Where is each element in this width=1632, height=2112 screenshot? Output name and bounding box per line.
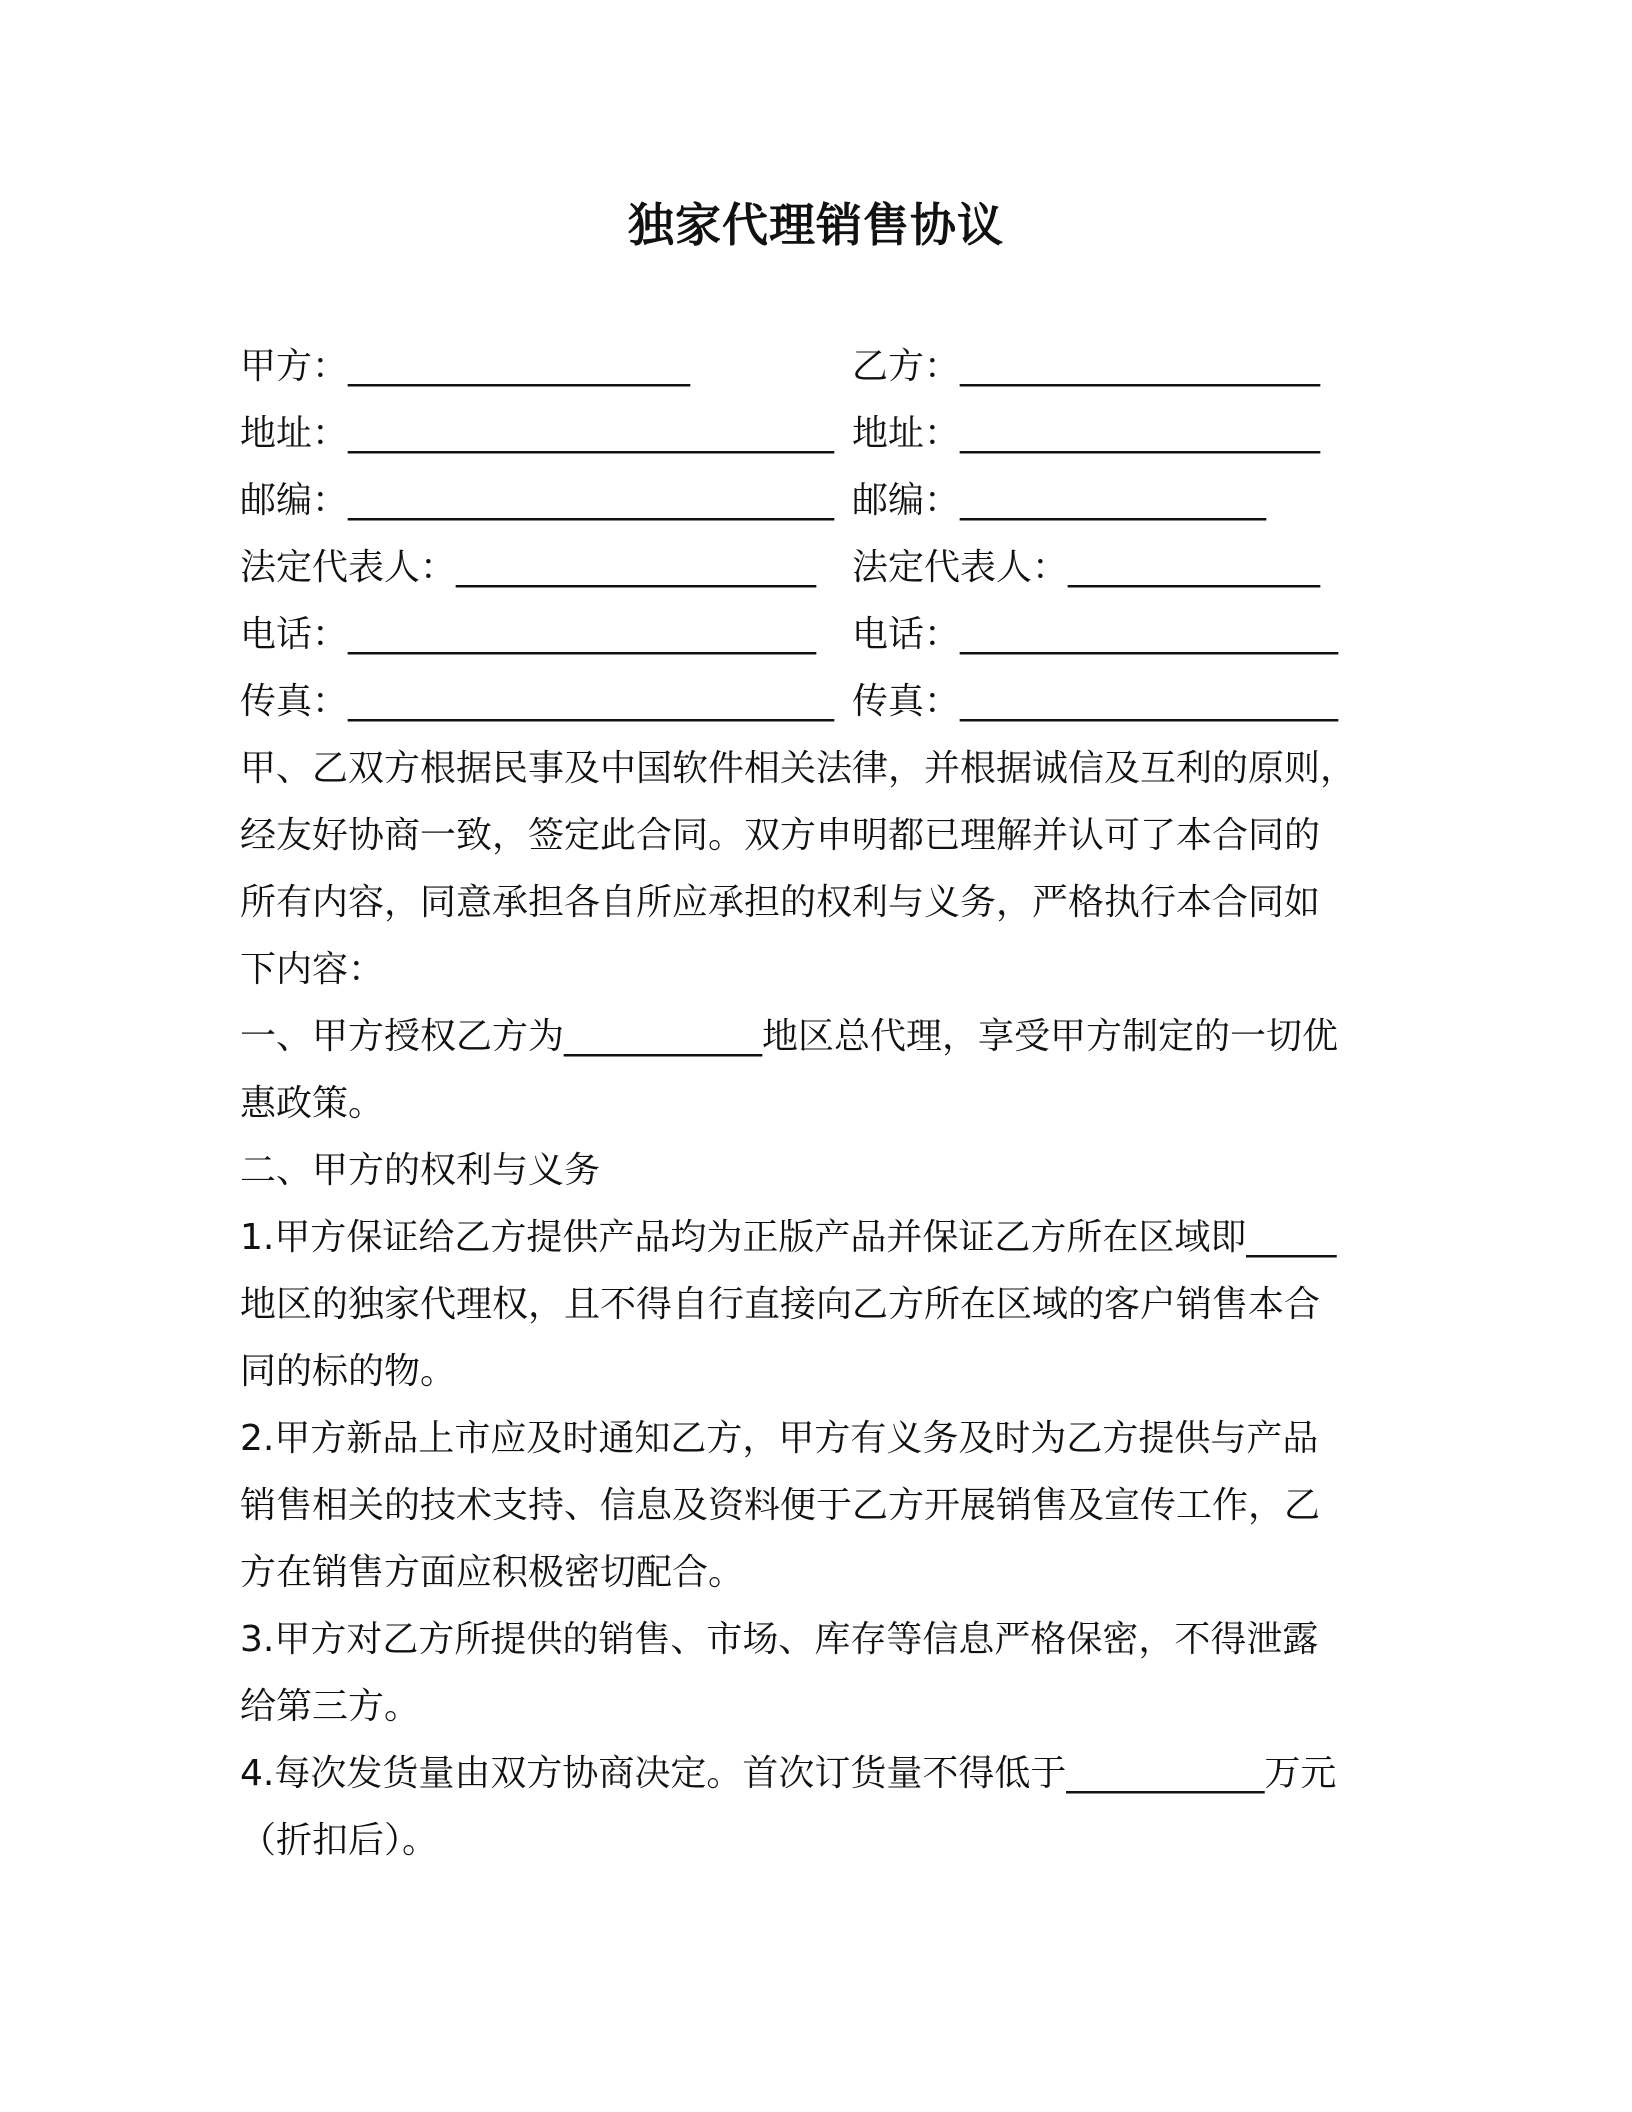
clause-2-1-line: 地区的独家代理权，且不得自行直接向乙方所在区域的客户销售本合	[240, 1284, 1321, 1325]
body-line: 所有内容，同意承担各自所应承担的权利与义务，严格执行本合同如	[240, 882, 1321, 923]
party-a-fax-field: 传真：___________________________	[240, 681, 835, 722]
clause-2-4-line: 4.每次发货量由双方协商决定。首次订货量不得低于___________万元	[240, 1753, 1337, 1794]
party-b-phone-field: 电话：_____________________	[852, 614, 1339, 655]
party-a-legal-rep-field: 法定代表人：____________________	[240, 547, 817, 588]
clause-2-1-line: 1.甲方保证给乙方提供产品均为正版产品并保证乙方所在区域即_____	[240, 1217, 1337, 1258]
party-a-name-field: 甲方：___________________	[240, 346, 691, 387]
party-a-phone-field: 电话：__________________________	[240, 614, 817, 655]
party-a-postcode-field: 邮编：___________________________	[240, 480, 835, 521]
party-b-name-field: 乙方：____________________	[852, 346, 1321, 387]
section-heading: 二、甲方的权利与义务	[240, 1150, 601, 1191]
body-line: 甲、乙双方根据民事及中国软件相关法律，并根据诚信及互利的原则，	[240, 748, 1357, 789]
clause-1-line: 惠政策。	[240, 1083, 385, 1124]
party-a-address-field: 地址：___________________________	[240, 413, 835, 454]
document-title: 独家代理销售协议	[628, 198, 1004, 252]
party-b-postcode-field: 邮编：_________________	[852, 480, 1267, 521]
body-line: 下内容：	[240, 949, 385, 990]
clause-2-3-line: 3.甲方对乙方所提供的销售、市场、库存等信息严格保密，不得泄露	[240, 1619, 1319, 1660]
clause-2-3-line: 给第三方。	[240, 1686, 421, 1727]
clause-2-1-line: 同的标的物。	[240, 1351, 457, 1392]
clause-2-2-line: 2.甲方新品上市应及时通知乙方，甲方有义务及时为乙方提供与产品	[240, 1418, 1319, 1459]
clause-1-line: 一、甲方授权乙方为___________地区总代理，享受甲方制定的一切优	[240, 1016, 1339, 1057]
party-b-address-field: 地址：____________________	[852, 413, 1321, 454]
party-b-legal-rep-field: 法定代表人：______________	[852, 547, 1321, 588]
party-b-fax-field: 传真：_____________________	[852, 681, 1339, 722]
clause-2-2-line: 方在销售方面应积极密切配合。	[240, 1552, 745, 1593]
body-line: 经友好协商一致，签定此合同。双方申明都已理解并认可了本合同的	[240, 815, 1321, 856]
clause-2-4-line: （折扣后）。	[240, 1820, 439, 1861]
clause-2-2-line: 销售相关的技术支持、信息及资料便于乙方开展销售及宣传工作，乙	[240, 1485, 1321, 1526]
